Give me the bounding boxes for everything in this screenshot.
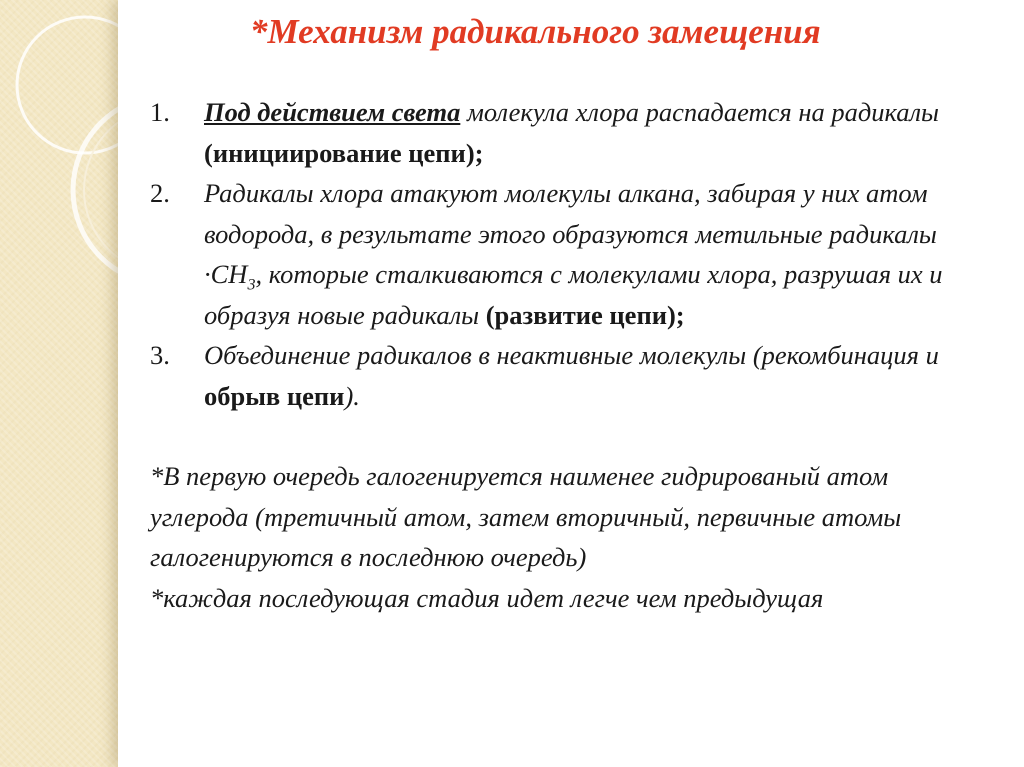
notes <box>150 456 990 618</box>
list-item <box>150 335 990 416</box>
item-stage-label: (инициирование цепи); <box>204 137 484 168</box>
item-text: Радикалы хлора атакуют молекулы алкана, забирая у них атом водорода, в результате этого образуются метильные радикалы ·CH <box>204 178 937 289</box>
item-number: 1. <box>150 97 170 127</box>
item-text: Объединение радикалов в неактивные молекулы (рекомбинация и <box>204 340 939 370</box>
list-item <box>150 173 990 335</box>
item-text-emphasis: Под действием света <box>204 97 461 127</box>
item-text-cont: , которые сталкиваются с молекулами хлора, разрушая их и образуя новые радикалы <box>204 259 943 330</box>
item-text: молекула хлора распадается на радикалы <box>460 97 939 127</box>
item-number: 2. <box>150 178 170 208</box>
item-stage-label: (развитие цепи); <box>485 299 685 330</box>
item-stage-label: обрыв цепи <box>204 380 345 411</box>
item-text-end: ). <box>344 380 360 411</box>
subscript: 3 <box>247 276 256 294</box>
slide-content <box>150 92 990 618</box>
item-number: 3. <box>150 340 170 370</box>
note-2: *каждая последующая стадия идет легче чем предыдущая <box>150 582 824 613</box>
slide-title: *Механизм радикального замещения <box>250 12 821 51</box>
mechanism-steps <box>150 92 990 416</box>
list-item <box>150 92 990 173</box>
note-1: *В первую очередь галогенируется наименее гидрированый атом углерода (третичный атом, затем вторичный, первичные атомы галогенируются в последнюю очередь) <box>150 461 902 572</box>
